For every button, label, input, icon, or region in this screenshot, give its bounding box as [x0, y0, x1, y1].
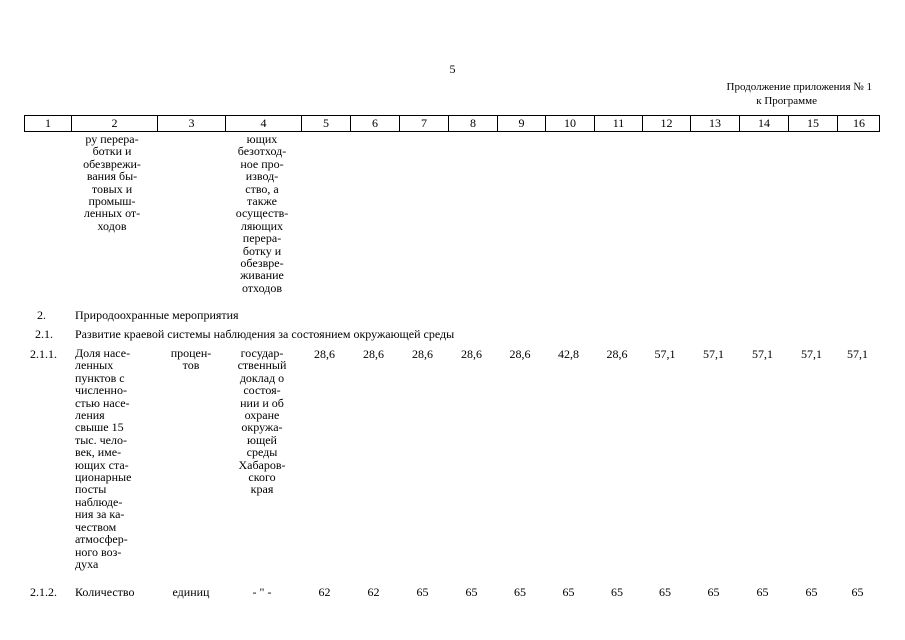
- row212-value-col-13: 65: [707, 585, 720, 599]
- row212-value-col-10: 65: [562, 585, 575, 599]
- row-2-1-1-source: государ- ственный доклад о состоя- нии и об охране окружа- ющей среды Хабаров- ского края: [237, 346, 287, 497]
- cont-row-col4-text: ющих безотход- ное про- извод- ство, а также осуществ- ляющих перера- ботку и обезвре- живание отходов: [235, 132, 289, 295]
- row211-value-col-9: 28,6: [509, 347, 531, 361]
- section-2-1-number: 2.1.: [35, 327, 53, 341]
- row212-value-col-12: 65: [659, 585, 671, 599]
- row211-value-col-5: 28,6: [314, 347, 335, 361]
- cont-row-col2-text: ру перера- ботки и обезврежи- вания бы- товых и промыш- ленных от- ходов: [83, 132, 141, 233]
- header-col-12: 12: [642, 116, 690, 131]
- header-col-16: 16: [837, 116, 880, 131]
- row212-value-col-8: 65: [465, 585, 478, 599]
- table-header-row: [24, 115, 880, 132]
- row-2-1-1-name: Доля насе- ленных пунктов с численно- стью насе- ления свыше 15 тыс. чело- век, име- ющих ста- ционарные посты наблюде- ния за ка- чеством атмосфер- ного воз- духа: [75, 346, 132, 571]
- header-col-4: 4: [225, 116, 301, 131]
- header-col-9: 9: [497, 116, 545, 131]
- header-col-11: 11: [594, 116, 642, 131]
- header-col-1: 1: [45, 116, 51, 130]
- row211-value-col-6: 28,6: [363, 347, 384, 361]
- row212-value-col-11: 65: [611, 585, 623, 599]
- row212-value-col-14: 65: [756, 585, 769, 599]
- row211-value-col-10: 42,8: [558, 347, 579, 361]
- page-number: 5: [449, 62, 456, 76]
- row211-value-col-14: 57,1: [752, 347, 773, 361]
- header-col-14: 14: [739, 116, 788, 131]
- row-2-1-2-unit: единиц: [172, 585, 210, 599]
- row211-value-col-13: 57,1: [703, 347, 724, 361]
- header-col-8: 8: [448, 116, 497, 131]
- row212-value-col-9: 65: [514, 585, 526, 599]
- header-col-15: 15: [788, 116, 837, 131]
- header-col-2: 2: [71, 116, 157, 131]
- row-2-1-2-source: - " -: [252, 585, 272, 599]
- continuation-title: Продолжение приложения № 1: [726, 81, 872, 93]
- header-col-7: 7: [399, 116, 448, 131]
- row212-value-col-6: 62: [367, 585, 380, 599]
- header-col-13: 13: [690, 116, 739, 131]
- header-col-3: 3: [157, 116, 225, 131]
- row211-value-col-11: 28,6: [606, 347, 628, 361]
- section-2-number: 2.: [37, 308, 46, 322]
- row212-value-col-16: 65: [851, 585, 864, 599]
- section-2-1-title: Развитие краевой системы наблюдения за состоянием окружающей среды: [75, 327, 455, 341]
- header-col-5: 5: [301, 116, 350, 131]
- row211-value-col-12: 57,1: [654, 347, 676, 361]
- header-col-10: 10: [545, 116, 594, 131]
- continuation-subtitle: к Программе: [756, 95, 817, 107]
- row211-value-col-7: 28,6: [412, 347, 433, 361]
- row212-value-col-15: 65: [805, 585, 818, 599]
- row211-value-col-8: 28,6: [461, 347, 482, 361]
- row-2-1-2-number: 2.1.2.: [30, 585, 57, 599]
- row211-value-col-16: 57,1: [847, 347, 868, 361]
- section-2-title: Природоохранные мероприятия: [75, 308, 239, 322]
- header-col-6: 6: [350, 116, 399, 131]
- row-2-1-1-number: 2.1.1.: [30, 347, 57, 361]
- row212-value-col-7: 65: [416, 585, 429, 599]
- row-2-1-2-name: Количество: [75, 585, 135, 599]
- row212-value-col-5: 62: [318, 585, 331, 599]
- row211-value-col-15: 57,1: [801, 347, 822, 361]
- row-2-1-1-unit: процен- тов: [170, 346, 212, 373]
